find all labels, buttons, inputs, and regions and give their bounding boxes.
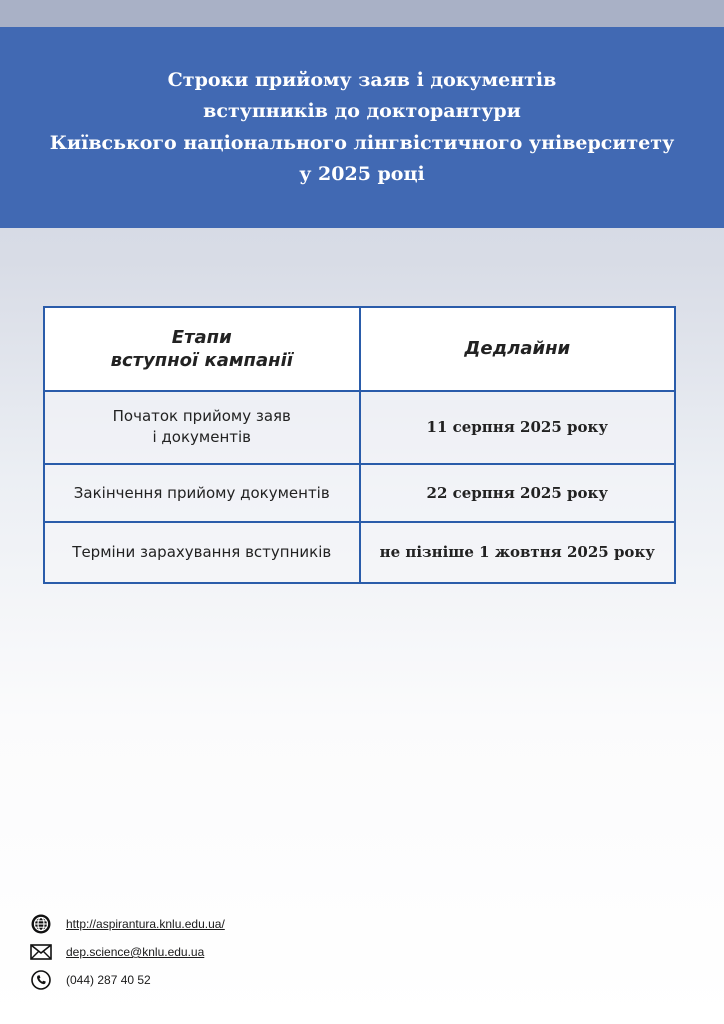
title-banner — [0, 27, 724, 228]
stage-text: Терміни зарахування вступників — [72, 543, 332, 562]
stage-cell — [44, 464, 360, 523]
website-link[interactable]: http://aspirantura.knlu.edu.ua/ — [66, 917, 225, 931]
header-stages-line-2: вступної кампанії — [110, 349, 293, 371]
stage-text: Початок прийому заяв — [112, 407, 291, 426]
title-line-3: Київського національного лінгвістичного університету — [49, 131, 675, 154]
deadline-text: не пізніше 1 жовтня 2025 року — [379, 543, 655, 562]
table-header-row — [44, 307, 675, 391]
deadline-text: 22 серпня 2025 року — [426, 483, 608, 502]
phone-number: (044) 287 40 52 — [66, 973, 151, 987]
deadline-cell — [360, 522, 676, 583]
stage-text: Закінчення прийому документів — [73, 483, 330, 502]
table-row — [44, 522, 675, 583]
header-deadlines-label: Дедлайни — [464, 338, 571, 360]
contact-email — [30, 938, 225, 966]
title-line-4: у 2025 році — [299, 163, 425, 185]
contact-website — [30, 910, 225, 938]
header-stages-line-1: Етапи — [171, 326, 232, 348]
deadline-cell — [360, 464, 676, 523]
deadlines-table — [43, 306, 676, 584]
stage-text: і документів — [152, 428, 252, 447]
stage-cell — [44, 522, 360, 583]
deadline-cell — [360, 391, 676, 464]
contact-phone — [30, 966, 225, 994]
phone-icon — [30, 969, 52, 991]
stage-cell — [44, 391, 360, 464]
globe-icon — [30, 913, 52, 935]
envelope-icon — [30, 941, 52, 963]
header-stages — [44, 307, 360, 391]
title-line-2: вступників до докторантури — [203, 100, 521, 122]
top-strip — [0, 0, 724, 27]
title-line-1: Строки прийому заяв і документів — [167, 68, 557, 91]
email-link[interactable]: dep.science@knlu.edu.ua — [66, 945, 205, 959]
table-row — [44, 391, 675, 464]
deadline-text: 11 серпня 2025 року — [426, 417, 608, 436]
table-row — [44, 464, 675, 523]
header-deadlines — [360, 307, 676, 391]
contacts-block — [30, 910, 225, 994]
